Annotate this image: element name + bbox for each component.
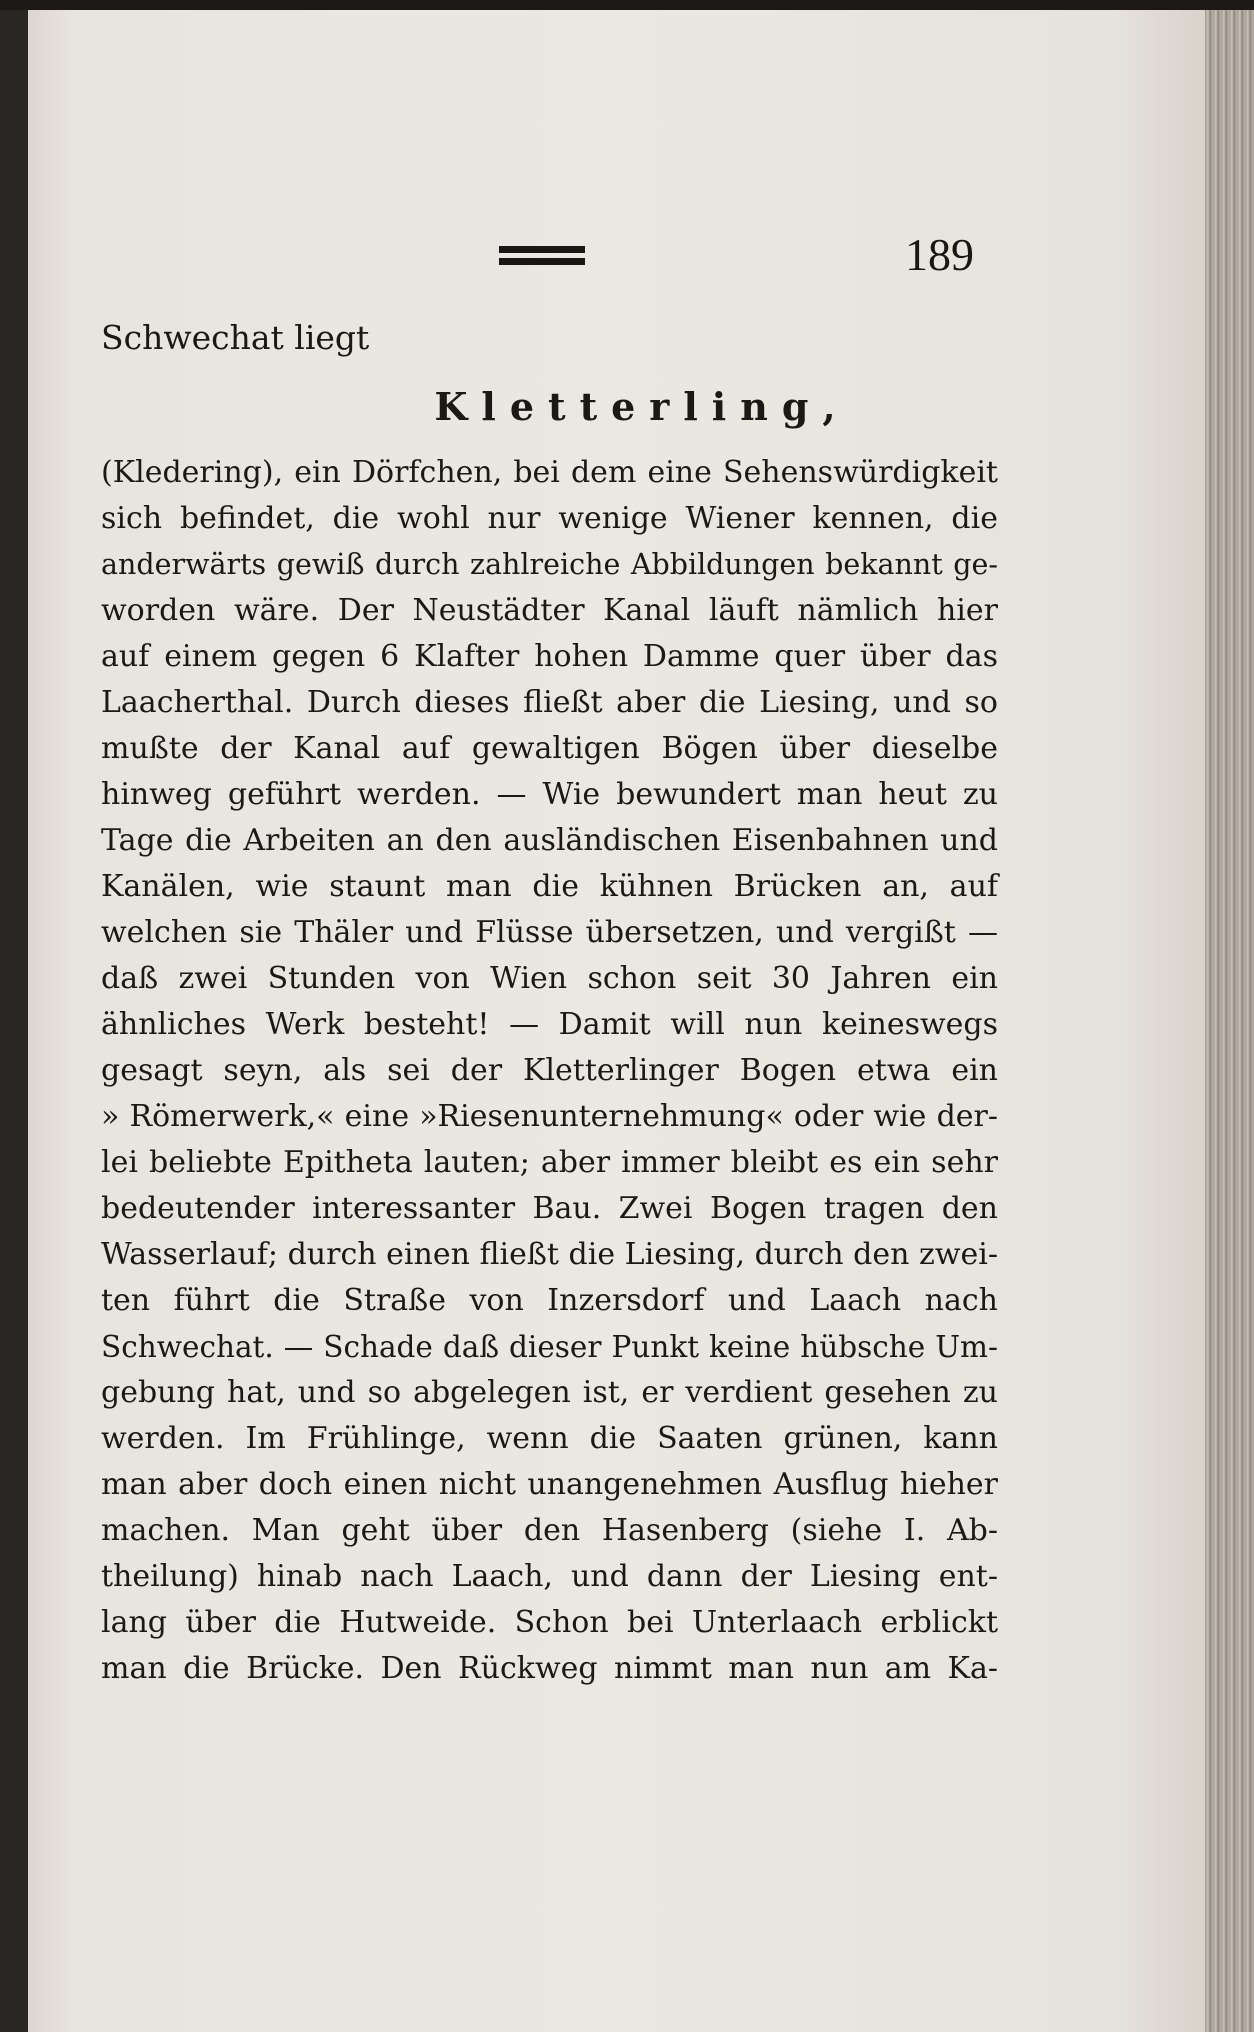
intro-text: Schwechat liegt bbox=[101, 318, 370, 357]
text-line: auf einem gegen 6 Klafter hohen Damme quer über das bbox=[101, 639, 998, 674]
scan-top-border bbox=[0, 0, 1254, 10]
text-line: theilung) hinab nach Laach, und dann der Liesing ent- bbox=[101, 1559, 998, 1594]
text-line: anderwärts gewiß durch zahlreiche Abbildungen bekannt ge- bbox=[101, 548, 998, 581]
text-line: lang über die Hutweide. Schon bei Unterlaach erblickt bbox=[101, 1605, 998, 1640]
text-line: hinweg geführt werden. — Wie bewundert man heut zu bbox=[101, 777, 998, 812]
header-double-rule bbox=[499, 246, 585, 270]
text-line: sich befindet, die wohl nur wenige Wiener kennen, die bbox=[101, 501, 998, 536]
text-line: daß zwei Stunden von Wien schon seit 30 Jahren ein bbox=[101, 961, 998, 996]
body-text bbox=[101, 450, 998, 1692]
text-line: ten führt die Straße von Inzersdorf und Laach nach bbox=[101, 1283, 998, 1318]
text-line: Schwechat. — Schade daß dieser Punkt keine hübsche Um- bbox=[101, 1330, 998, 1364]
text-line: Wasserlauf; durch einen fließt die Liesing, durch den zwei- bbox=[101, 1237, 998, 1272]
text-line: gebung hat, und so abgelegen ist, er verdient gesehen zu bbox=[101, 1375, 998, 1410]
text-line: mußte der Kanal auf gewaltigen Bögen über dieselbe bbox=[101, 731, 998, 766]
text-line: gesagt seyn, als sei der Kletterlinger Bogen etwa ein bbox=[101, 1053, 998, 1088]
text-line: ähnliches Werk besteht! — Damit will nun keineswegs bbox=[101, 1007, 998, 1042]
book-page-edges bbox=[1205, 10, 1254, 2032]
text-line: Tage die Arbeiten an den ausländischen Eisenbahnen und bbox=[101, 823, 998, 858]
section-heading: Kletterling, bbox=[434, 384, 850, 429]
text-line: (Kledering), ein Dörfchen, bei dem eine Sehenswürdigkeit bbox=[101, 455, 998, 490]
text-line: bedeutender interessanter Bau. Zwei Bogen tragen den bbox=[101, 1191, 998, 1226]
text-line: lei beliebte Epitheta lauten; aber immer bleibt es ein sehr bbox=[101, 1145, 998, 1180]
text-line: worden wäre. Der Neustädter Kanal läuft nämlich hier bbox=[101, 593, 998, 628]
text-line: Kanälen, wie staunt man die kühnen Brücken an, auf bbox=[101, 869, 998, 904]
text-line: welchen sie Thäler und Flüsse übersetzen, und vergißt — bbox=[101, 915, 998, 950]
text-line: machen. Man geht über den Hasenberg (siehe I. Ab- bbox=[101, 1513, 998, 1548]
text-line: » Römerwerk,« eine »Riesenunternehmung« oder wie der- bbox=[101, 1099, 998, 1134]
text-line: man die Brücke. Den Rückweg nimmt man nun am Ka- bbox=[101, 1651, 998, 1686]
page-number: 189 bbox=[905, 229, 974, 280]
text-line: Laacherthal. Durch dieses fließt aber die Liesing, und so bbox=[101, 685, 998, 720]
text-line: werden. Im Frühlinge, wenn die Saaten grünen, kann bbox=[101, 1421, 998, 1456]
text-line: man aber doch einen nicht unangenehmen Ausflug hieher bbox=[101, 1467, 998, 1502]
